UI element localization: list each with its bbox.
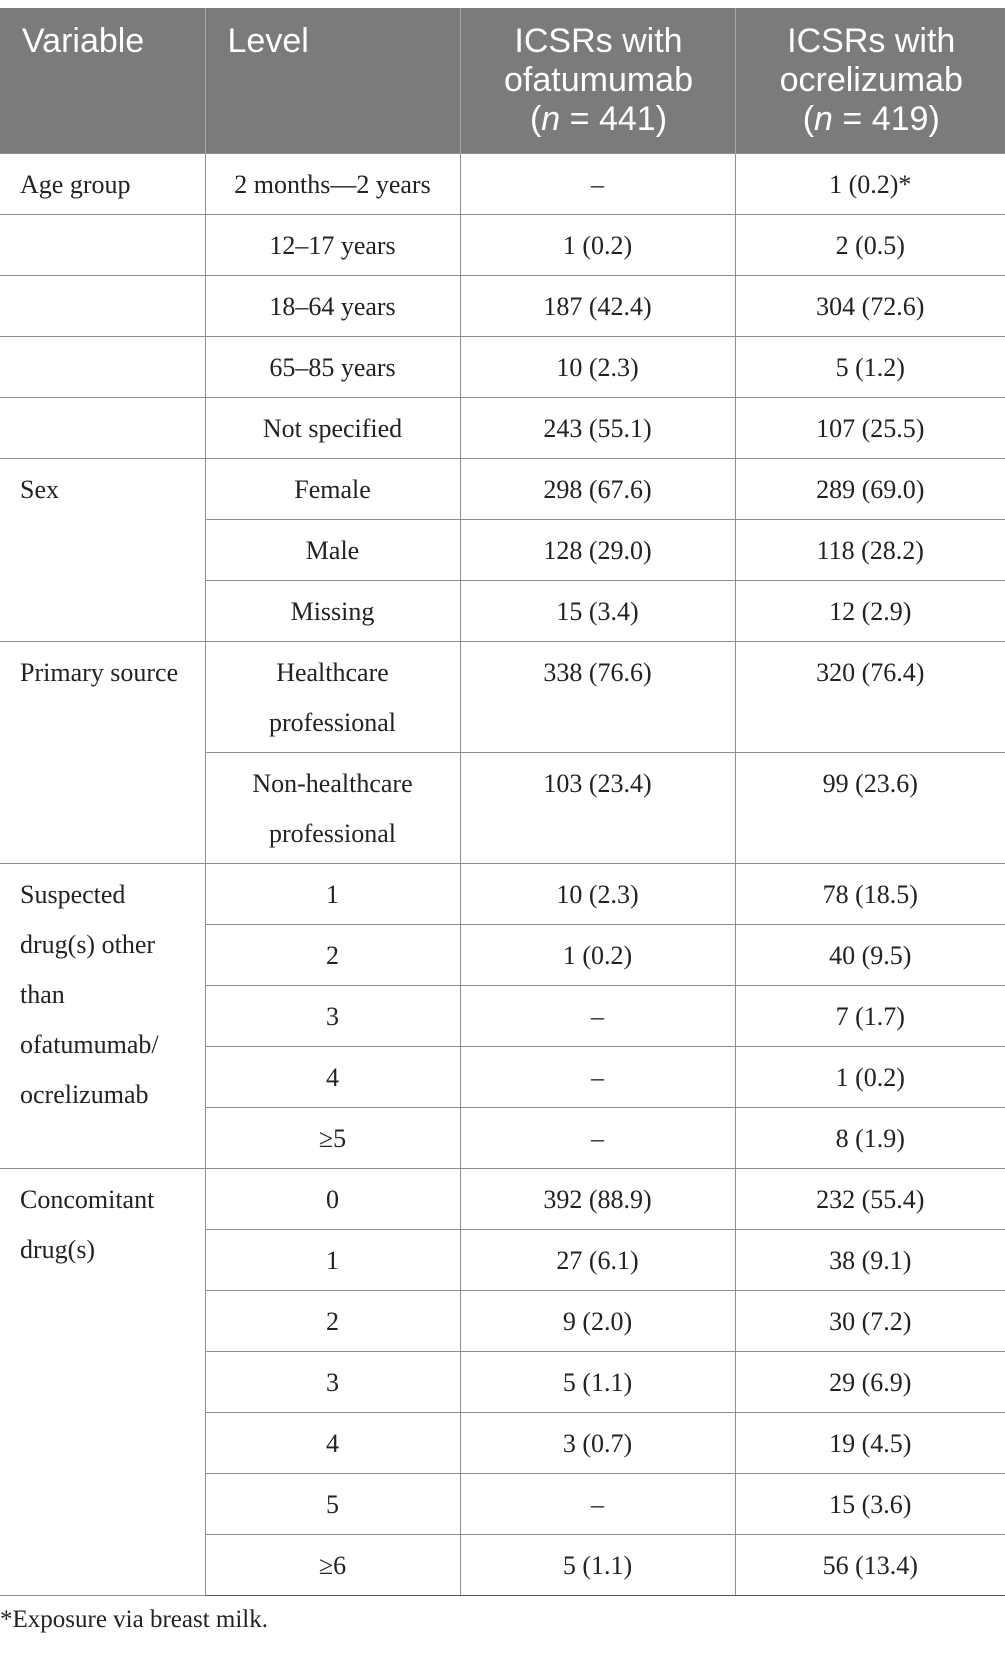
level-cell: Non-healthcare professional (205, 753, 460, 864)
table-footnote: *Exposure via breast milk. (0, 1606, 268, 1633)
header-ofatumumab-line1: ICSRs with (514, 22, 683, 60)
variable-cell (0, 398, 205, 459)
ofatumumab-cell: 298 (67.6) (460, 459, 735, 520)
ocrelizumab-cell: 107 (25.5) (735, 398, 1005, 459)
header-level: Level (205, 8, 460, 154)
ofatumumab-cell: 1 (0.2) (460, 215, 735, 276)
ocrelizumab-cell: 8 (1.9) (735, 1108, 1005, 1169)
table-row (0, 337, 1005, 398)
variable-cell: Concomitant drug(s) (0, 1169, 205, 1596)
ocrelizumab-cell: 78 (18.5) (735, 864, 1005, 925)
ocrelizumab-cell: 118 (28.2) (735, 520, 1005, 581)
ocrelizumab-cell: 7 (1.7) (735, 986, 1005, 1047)
header-ocrelizumab-line1: ICSRs with (787, 22, 956, 60)
level-cell: 1 (205, 864, 460, 925)
ocrelizumab-cell: 320 (76.4) (735, 642, 1005, 753)
table-header (0, 8, 1005, 154)
ofatumumab-cell: – (460, 1474, 735, 1535)
ocrelizumab-cell: 5 (1.2) (735, 337, 1005, 398)
level-cell: 2 months—2 years (205, 154, 460, 215)
ofatumumab-cell: 5 (1.1) (460, 1535, 735, 1596)
variable-cell: Suspected drug(s) other than ofatumumab/ ocrelizumab (0, 864, 205, 1169)
ofatumumab-cell: 3 (0.7) (460, 1413, 735, 1474)
level-cell: Missing (205, 581, 460, 642)
table-row (0, 276, 1005, 337)
table-row (0, 215, 1005, 276)
level-cell: ≥5 (205, 1108, 460, 1169)
ofatumumab-cell: 103 (23.4) (460, 753, 735, 864)
ocrelizumab-cell: 232 (55.4) (735, 1169, 1005, 1230)
ocrelizumab-cell: 30 (7.2) (735, 1291, 1005, 1352)
ofatumumab-cell: 27 (6.1) (460, 1230, 735, 1291)
ocrelizumab-cell: 1 (0.2) (735, 1047, 1005, 1108)
variable-cell: Primary source (0, 642, 205, 864)
level-cell: ≥6 (205, 1535, 460, 1596)
variable-cell (0, 215, 205, 276)
ocrelizumab-cell: 304 (72.6) (735, 276, 1005, 337)
level-cell: Not specified (205, 398, 460, 459)
table-row (0, 642, 1005, 753)
ofatumumab-cell: – (460, 1047, 735, 1108)
level-cell: 65–85 years (205, 337, 460, 398)
ofatumumab-cell: 10 (2.3) (460, 864, 735, 925)
table-row (0, 459, 1005, 520)
table-row (0, 864, 1005, 925)
variable-cell (0, 276, 205, 337)
table-wrapper (0, 8, 1005, 1634)
level-cell: Male (205, 520, 460, 581)
level-cell: 18–64 years (205, 276, 460, 337)
ofatumumab-cell: – (460, 986, 735, 1047)
variable-cell (0, 337, 205, 398)
ofatumumab-cell: 1 (0.2) (460, 925, 735, 986)
ofatumumab-cell: 128 (29.0) (460, 520, 735, 581)
ocrelizumab-cell: 2 (0.5) (735, 215, 1005, 276)
level-cell: 2 (205, 925, 460, 986)
ofatumumab-cell: 15 (3.4) (460, 581, 735, 642)
level-cell: Female (205, 459, 460, 520)
level-cell: 2 (205, 1291, 460, 1352)
level-cell: 0 (205, 1169, 460, 1230)
header-ocrelizumab-count: (n = 419) (802, 100, 940, 138)
table-row (0, 398, 1005, 459)
ofatumumab-cell: 243 (55.1) (460, 398, 735, 459)
ocrelizumab-cell: 289 (69.0) (735, 459, 1005, 520)
icsr-characteristics-table (0, 8, 1005, 1596)
level-cell: 12–17 years (205, 215, 460, 276)
level-cell: 4 (205, 1413, 460, 1474)
ocrelizumab-cell: 56 (13.4) (735, 1535, 1005, 1596)
ocrelizumab-cell: 15 (3.6) (735, 1474, 1005, 1535)
ocrelizumab-cell: 38 (9.1) (735, 1230, 1005, 1291)
header-ocrelizumab (735, 8, 1005, 154)
table-row (0, 1169, 1005, 1230)
header-ocrelizumab-line2: ocrelizumab (779, 61, 963, 99)
ofatumumab-cell: 187 (42.4) (460, 276, 735, 337)
ofatumumab-cell: – (460, 1108, 735, 1169)
level-cell: Healthcare professional (205, 642, 460, 753)
variable-cell: Sex (0, 459, 205, 642)
level-cell: 3 (205, 986, 460, 1047)
level-cell: 5 (205, 1474, 460, 1535)
header-ofatumumab (460, 8, 735, 154)
table-body (0, 154, 1005, 1596)
ofatumumab-cell: 392 (88.9) (460, 1169, 735, 1230)
ocrelizumab-cell: 99 (23.6) (735, 753, 1005, 864)
header-variable: Variable (0, 8, 205, 154)
level-cell: 1 (205, 1230, 460, 1291)
ocrelizumab-cell: 12 (2.9) (735, 581, 1005, 642)
header-ofatumumab-line2: ofatumumab (504, 61, 693, 99)
ofatumumab-cell: 10 (2.3) (460, 337, 735, 398)
ofatumumab-cell: – (460, 154, 735, 215)
level-cell: 3 (205, 1352, 460, 1413)
ofatumumab-cell: 9 (2.0) (460, 1291, 735, 1352)
header-ofatumumab-count: (n = 441) (529, 100, 668, 138)
ofatumumab-cell: 5 (1.1) (460, 1352, 735, 1413)
header-row (0, 8, 1005, 154)
ocrelizumab-cell: 19 (4.5) (735, 1413, 1005, 1474)
ocrelizumab-cell: 1 (0.2)* (735, 154, 1005, 215)
variable-cell: Age group (0, 154, 205, 215)
level-cell: 4 (205, 1047, 460, 1108)
ocrelizumab-cell: 40 (9.5) (735, 925, 1005, 986)
table-row (0, 154, 1005, 215)
ofatumumab-cell: 338 (76.6) (460, 642, 735, 753)
ocrelizumab-cell: 29 (6.9) (735, 1352, 1005, 1413)
